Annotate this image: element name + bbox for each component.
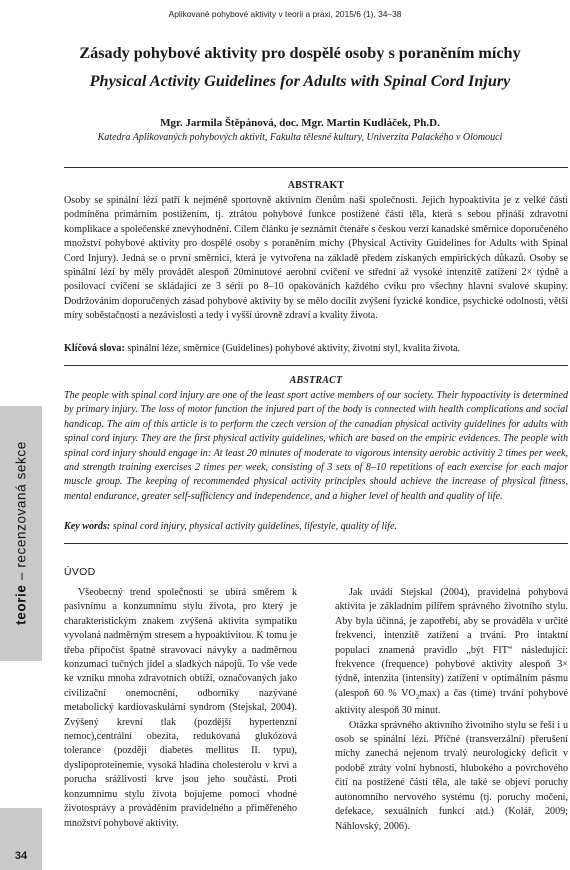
abstrakt-text: Osoby se spinální lézí patří k nejméně sportovně aktivním členům naší společnosti. Jejich hypoaktivita je z velké části podmíněna primárním postižením, tj. ztrátou pohybové funkce postižené části těla, která s sebou přináší zdravotní komplikace a společenské znevýhodnění. Cílem článku je seznámit čtenáře s českou verzí kanadské směrnice doporučeného množství pohybové aktivity pro dospělé osoby s poraněním míchy (Physical Activity Guidelines for Adults with Spinal Cord Injury). Jedná se o první směrnici, která je vytvořena na základě předem získaných empirických důkazů. Osoby se spinální lézí by měly provádět alespoň 20minutové aerobní cvičení ve střední až vysoké intenzitě zatížení 2× týdně a posilovací cvičení se skládající ze 3 sérií po 8–10 opakováních každého cviku pro všechny hlavní svalové skupiny. Dodržováním doporučených zásad pohybové aktivity by se mělo docílit zvýšení fyzické kondice, psychické odolnosti, větší míry soběstačnosti a nezávislosti a tedy i vyšší úrovně zdraví a kvality života. <box>64 195 568 322</box>
keywords-czech <box>64 342 568 356</box>
body-column-right <box>335 586 568 834</box>
abstract-heading: ABSTRACT <box>289 375 343 386</box>
article-title-czech: Zásady pohybové aktivity pro dospělé osoby s poraněním míchy <box>79 44 521 62</box>
authors: Mgr. Jarmila Štěpánová, doc. Mgr. Martin Kudláček, Ph.D. <box>160 117 440 129</box>
keywords-english-text: spinal cord injury, physical activity guidelines, lifestyle, quality of life. <box>112 521 397 532</box>
section-heading-uvod: ÚVOD <box>64 566 96 578</box>
subscript-2: 2 <box>415 692 420 701</box>
body-paragraph: Všeobecný trend společnosti se ubírá směrem k pasivnímu a konzumnímu stylu života, pro který je charakteristickým znakem zvýšená aktivita sympatiku vyvolaná nadměrným stresem a hypoaktivitou. K tomu je třeba připočíst špatné stravovací návyky a nadměrnou konzumaci tučných jídel a sladkých nápojů. To vše vede ke vzniku mnoha zdravotních obtíží, označovaných jako civilizační onemocnění, odborníky nazývané metabolický kardiovaskulární syndrom (Stejskal, 2004). Zvýšený krevní tlak (pozdější hypertenzní nemoc),centrální obezita, redukovaná glukózová tolerance (později diabetes mellitus II. typu), dyslipoproteinemie, vysoká hladina cholesterolu v krvi a porucha srážlivosti krve jsou jeho součástí. Proti konzumnímu stylu života bojujeme pomocí vhodné životosprávy a prováděním pravidelného a přiměřeného množství pohybové aktivity. <box>64 587 297 829</box>
side-label-rest: recenzovaná sekce <box>13 441 29 568</box>
side-label-bold: teorie <box>13 584 29 625</box>
keywords-czech-label: Klíčová slova: <box>64 343 125 354</box>
abstract-text: The people with spinal cord injury are one of the least sport active members of our society. Their hypoactivity is determined by primary injury. The loss of motor function the injured part of the body is connected with health complications and social handicap. The aim of this article is to perform the czech version of the canadian physical activity guidelines for adults with spinal cord injury. They are the first physical activity guidelines, which are based on the empiric evidences. The people with spinal cord injury should engage in: At least 20 minutes of moderate to vigorous intensity aerobic activitiy 2 times per week, and strength training exercises 2 times per week, consisting of 3 sets of 8–10 repetitions of each exercise for each major muscle group. The keeping of recommended physical activity principles should achieve the increase of physical fitness, mental endurance, greater self-sufficiency and independence, and a higher level of health and quality of life. <box>64 390 568 502</box>
body-text-segment: Jak uvádí Stejskal (2004), pravidelná pohybová aktivita je základním pilířem správného životního stylu. Aby byla účinná, je zapotřebí, aby se prováděla v určité frekvenci, intenzitě zatížení a trvání. Pro intaktní populaci znamená pravidlo „být FIT“ následující: frekvence (frequence) pohybové aktivity alespoň 3× týdně, intenzita (intensity) zatížení v optimálním pásmu (alespoň 60 % VO <box>335 587 568 699</box>
page-number-text: 34 <box>14 850 28 862</box>
article-title-english: Physical Activity Guidelines for Adults with Spinal Cord Injury <box>89 72 511 90</box>
side-label-separator: – <box>13 567 29 585</box>
body-column-left <box>64 586 297 831</box>
body-paragraph <box>335 586 568 719</box>
section-side-label <box>14 441 29 625</box>
top-rule <box>64 167 568 168</box>
abstrakt-heading: ABSTRAKT <box>287 180 345 191</box>
keywords-english-label: Key words: <box>64 521 111 532</box>
affiliation: Katedra Aplikovaných pohybových aktivit, Fakulta tělesné kultury, Univerzita Palackého v Olomouci <box>97 132 503 143</box>
running-head: Aplikované pohybové aktivity v teorii a praxi, 2015/6 (1), 34–38 <box>168 9 402 19</box>
body-paragraph: Otázka správného aktivního životního stylu se řeší i u osob se spinální lézí. Příčné (transverzální) přerušení míchy zanechá nejenom trvalý neurologický deficit v podobě ztráty volní hybnosti, hlubokého a povrchového čití na postižené části těla, ale také se objeví poruchy autonomního nervového systému (tj. poruchy močení, defekace, sexuálních funkcí atd.) (Kolář, 2009; Náhlovský, 2006). <box>335 719 568 832</box>
middle-rule <box>64 365 568 366</box>
bottom-rule <box>64 543 568 544</box>
keywords-english <box>64 520 568 534</box>
body-text-segment: max) a čas (time) trvání pohybové aktivity alespoň 30 minut. <box>335 687 568 717</box>
page-number <box>0 808 42 870</box>
keywords-czech-text: spinální léze, směrnice (Guidelines) pohybové aktivity, životní styl, kvalita života. <box>127 343 461 354</box>
